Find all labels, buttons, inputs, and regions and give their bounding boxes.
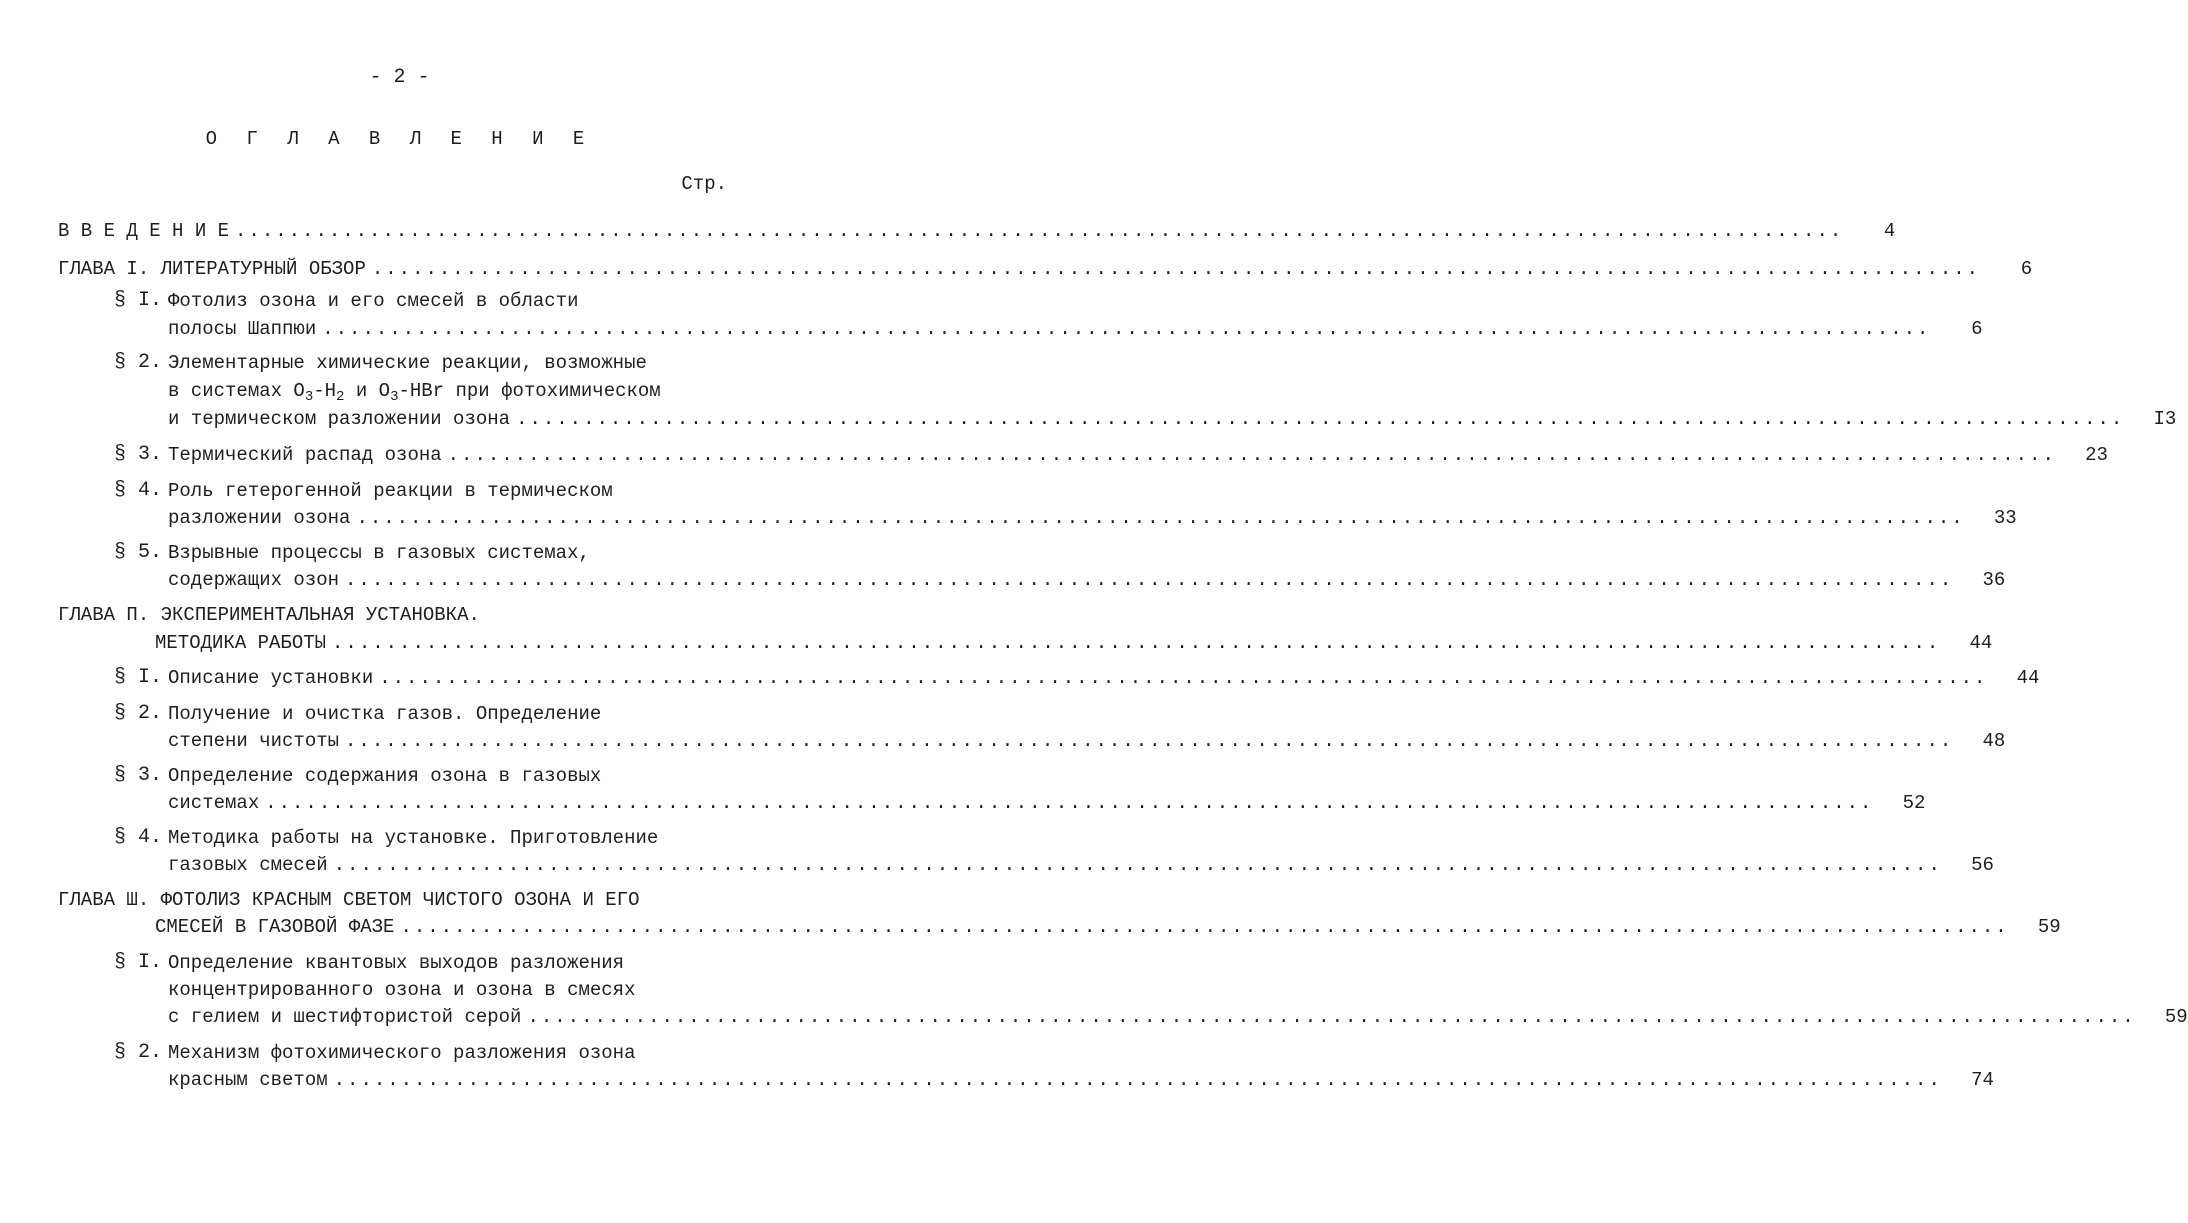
- entry-page: 52: [1902, 792, 1926, 814]
- toc-entry-chapter-2: [155, 630, 1993, 656]
- entry-title-line: концентрированного озона и озона в смесях: [168, 979, 636, 1001]
- entry-page: 33: [1993, 507, 2017, 529]
- toc-entry-2-2: [168, 728, 2006, 754]
- entry-title: Термический распад озона: [168, 444, 442, 466]
- entry-page: 59: [2164, 1006, 2188, 1028]
- section-marker: § 3.: [114, 443, 163, 466]
- dot-leader: ........................................................................................................................: [371, 258, 1981, 280]
- entry-page: 74: [1971, 1069, 1994, 1091]
- entry-title: Описание установки: [168, 667, 374, 689]
- toc-entry-1-1: [168, 316, 1983, 342]
- toc-entry-3-1: [168, 1004, 2188, 1030]
- section-marker: § 2.: [114, 1041, 163, 1064]
- entry-title: содержащих озон: [168, 569, 340, 591]
- toc-entry-introduction: [58, 218, 1896, 244]
- toc-entry-1-2: [168, 406, 2177, 432]
- section-marker: § 2.: [114, 702, 163, 725]
- entry-title: системах: [168, 792, 260, 814]
- dot-leader: ........................................................................................................................: [332, 632, 1941, 654]
- page-column-header: Стр.: [681, 173, 727, 195]
- section-marker: § 3.: [114, 764, 163, 787]
- dot-leader: ........................................................................................................................: [356, 507, 1965, 529]
- section-marker: § 5.: [114, 541, 163, 564]
- entry-page: 44: [2016, 667, 2040, 689]
- section-marker: § 4.: [114, 826, 163, 849]
- entry-title: и термическом разложении озона: [168, 408, 511, 430]
- entry-title: разложении озона: [168, 507, 351, 529]
- entry-page: 23: [2085, 444, 2108, 466]
- entry-title: красным светом: [168, 1069, 328, 1091]
- chapter-title-line: ГЛАВА П. ЭКСПЕРИМЕНТАЛЬНАЯ УСТАНОВКА.: [58, 604, 480, 626]
- entry-title-line: Определение квантовых выходов разложения: [168, 952, 625, 974]
- entry-title-line: Элементарные химические реакции, возможные: [168, 352, 647, 374]
- entry-page: 6: [2020, 258, 2033, 280]
- entry-title: с гелием и шестифтористой серой: [168, 1006, 522, 1028]
- entry-title-line: Методика работы на установке. Приготовление: [168, 827, 659, 849]
- dot-leader: ........................................................................................................................: [345, 569, 1954, 591]
- entry-title-line: в системах $O_3-H_2$ и $O_3$-HBr при фотохимическом: [168, 380, 661, 405]
- entry-title: В В Е Д Е Н И Е: [58, 220, 230, 242]
- entry-title: ГЛАВА I. ЛИТЕРАТУРНЫЙ ОБЗОР: [58, 258, 366, 280]
- toc-entry-2-3: [168, 790, 1926, 816]
- entry-title-line: Механизм фотохимического разложения озона: [168, 1042, 636, 1064]
- entry-title-line: Определение содержания озона в газовых: [168, 765, 602, 787]
- entry-page: 6: [1971, 318, 1983, 340]
- entry-page: 4: [1883, 220, 1896, 242]
- dot-leader: ........................................................................................................................: [235, 220, 1844, 242]
- entry-title-line: Роль гетерогенной реакции в термическом: [168, 480, 613, 502]
- dot-leader: ........................................................................................................................: [516, 408, 2125, 430]
- toc-entry-1-5: [168, 567, 2006, 593]
- toc-entry-3-2: [168, 1067, 1994, 1093]
- dot-leader: ........................................................................................................................: [447, 444, 2056, 466]
- toc-entry-chapter-1: [58, 256, 2033, 282]
- dot-leader: ........................................................................................................................: [333, 854, 1942, 876]
- dot-leader: ........................................................................................................................: [345, 730, 1954, 752]
- entry-title-line: Фотолиз озона и его смесей в области: [168, 290, 579, 312]
- entry-title: полосы Шаппюи: [168, 318, 317, 340]
- page-number: - 2 -: [369, 66, 430, 89]
- section-marker: § 2.: [114, 351, 163, 374]
- toc-title: О Г Л А В Л Е Н И Е: [205, 128, 594, 150]
- section-marker: § I.: [114, 951, 163, 974]
- entry-page: 59: [2037, 916, 2061, 938]
- toc-entry-chapter-3: [155, 914, 2061, 940]
- entry-page: I3: [2153, 408, 2177, 430]
- entry-title: СМЕСЕЙ В ГАЗОВОЙ ФАЗЕ: [155, 916, 395, 938]
- entry-title: степени чистоты: [168, 730, 340, 752]
- chapter-title-line: ГЛАВА Ш. ФОТОЛИЗ КРАСНЫМ СВЕТОМ ЧИСТОГО ОЗОНА И ЕГО: [58, 889, 640, 911]
- toc-entry-1-4: [168, 505, 2017, 531]
- toc-entry-2-4: [168, 852, 1994, 878]
- entry-page: 44: [1969, 632, 1993, 654]
- dot-leader: ........................................................................................................................: [400, 916, 2009, 938]
- entry-title-line: Взрывные процессы в газовых системах,: [168, 542, 590, 564]
- entry-title: газовых смесей: [168, 854, 328, 876]
- entry-page: 48: [1982, 730, 2006, 752]
- dot-leader: ........................................................................................................................: [379, 667, 1988, 689]
- entry-page: 56: [1971, 854, 1994, 876]
- section-marker: § I.: [114, 289, 163, 312]
- entry-title: МЕТОДИКА РАБОТЫ: [155, 632, 327, 654]
- entry-page: 36: [1982, 569, 2006, 591]
- dot-leader: ........................................................................................................................: [527, 1006, 2136, 1028]
- dot-leader: ........................................................................................................................: [322, 318, 1931, 340]
- dot-leader: ........................................................................................................................: [333, 1069, 1942, 1091]
- section-marker: § 4.: [114, 479, 163, 502]
- toc-entry-2-1: [168, 665, 2040, 691]
- dot-leader: ........................................................................................................................: [265, 792, 1874, 814]
- toc-entry-1-3: [168, 442, 2108, 468]
- section-marker: § I.: [114, 666, 163, 689]
- entry-title-line: Получение и очистка газов. Определение: [168, 703, 602, 725]
